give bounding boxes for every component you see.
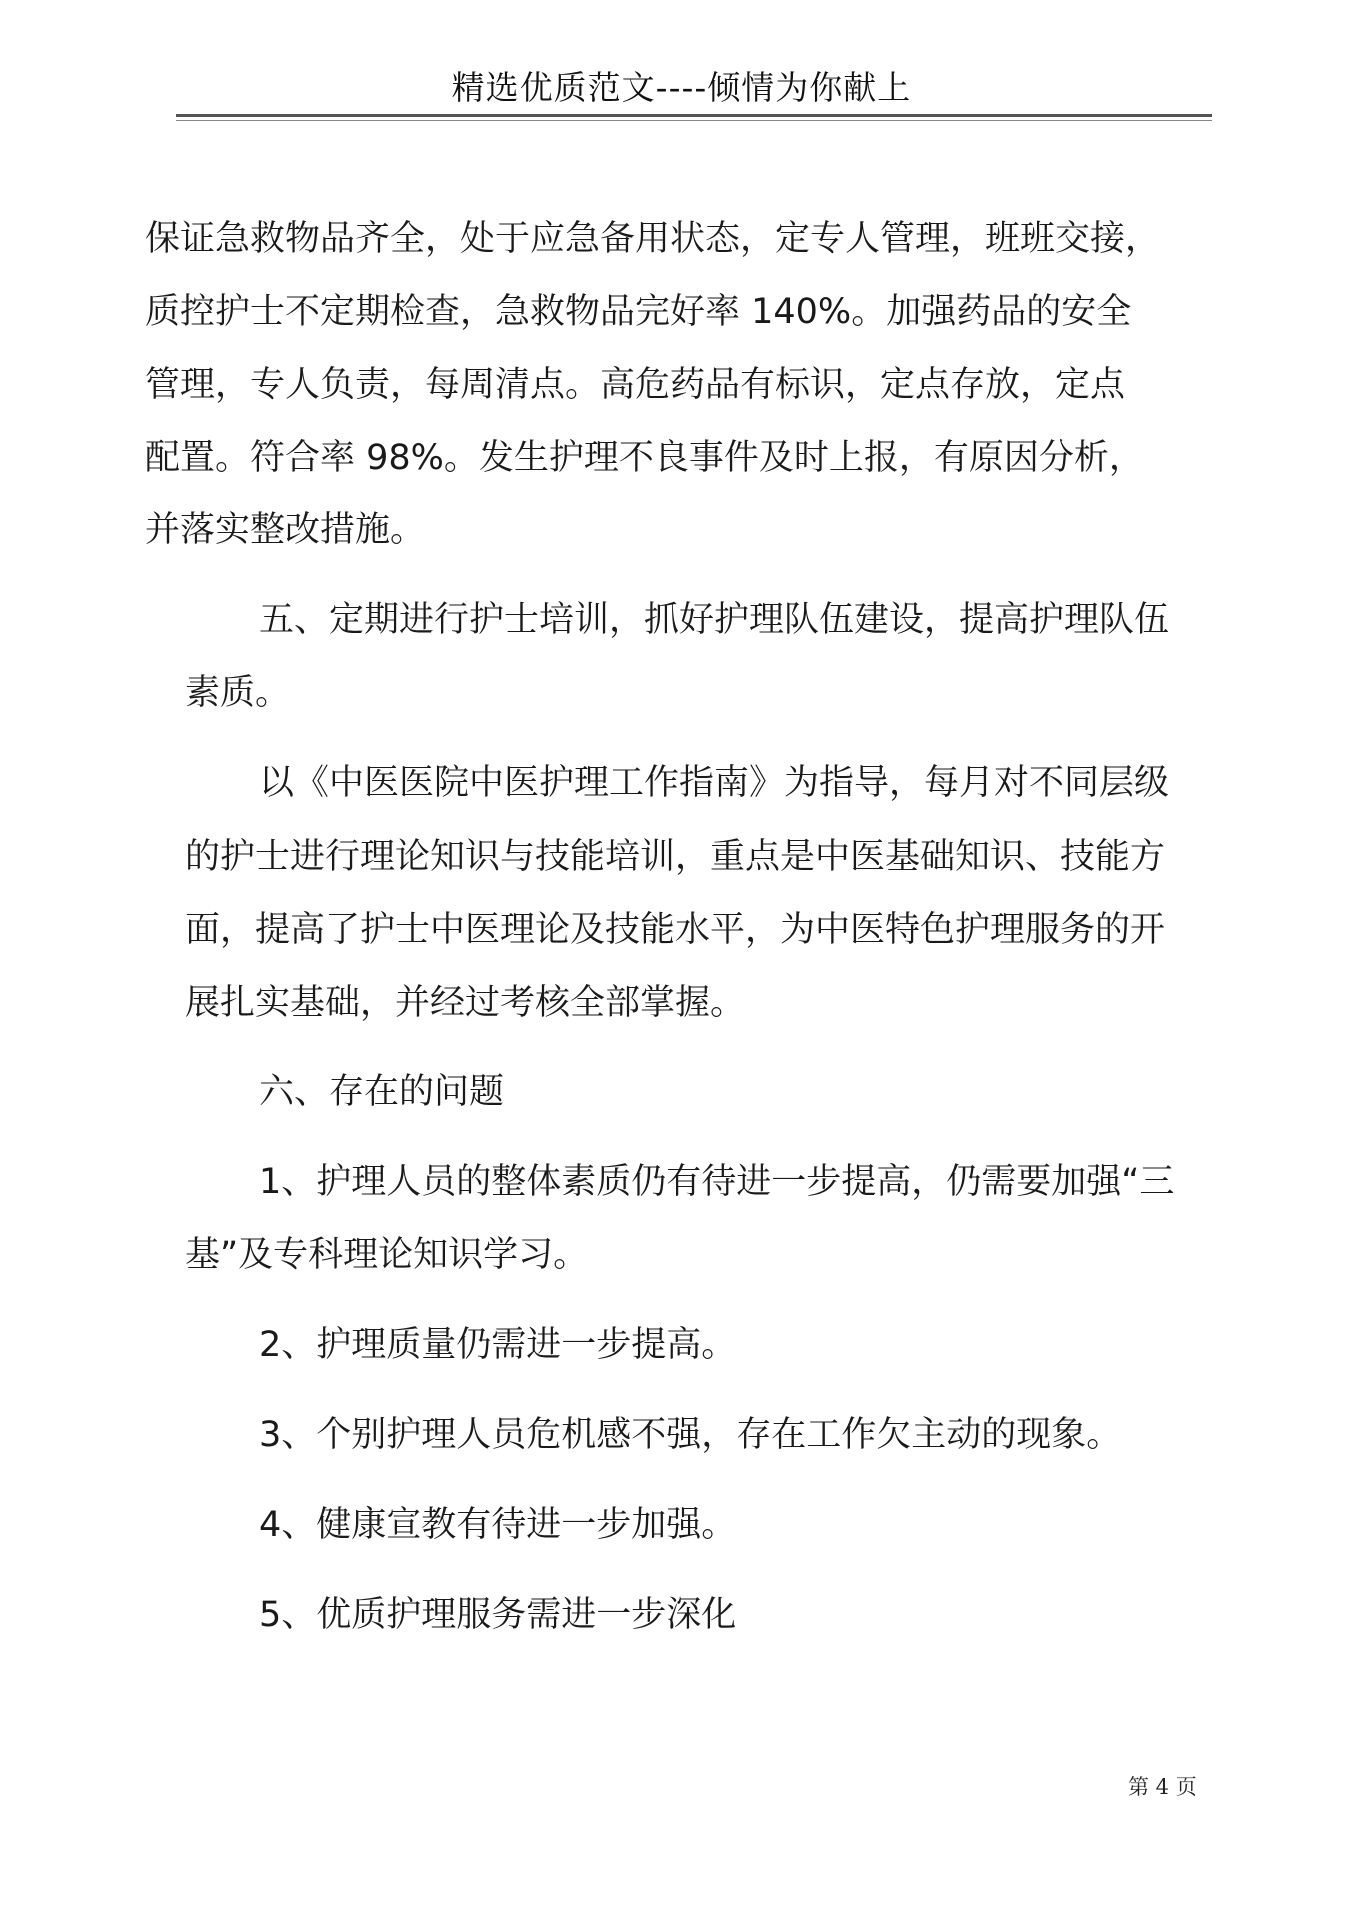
page-header-title: 精选优质范文----倾情为你献上: [451, 68, 912, 107]
body-line: 展扎实基础，并经过考核全部掌握。: [185, 983, 746, 1023]
list-item: 1、护理人员的整体素质仍有待进一步提高，仍需要加强“三: [259, 1162, 1175, 1202]
body-line: 面，提高了护士中医理论及技能水平，为中医特色护理服务的开: [185, 910, 1166, 950]
list-item: 3、个别护理人员危机感不强，存在工作欠主动的现象。: [259, 1415, 1122, 1455]
body-line: 素质。: [185, 673, 291, 713]
page-number: 第 4 页: [1128, 1775, 1197, 1799]
list-item: 2、护理质量仍需进一步提高。: [259, 1325, 737, 1365]
list-item: 4、健康宣教有待进一步加强。: [259, 1505, 737, 1545]
body-line: 并落实整改措施。: [145, 510, 426, 550]
body-line: 以《中医医院中医护理工作指南》为指导，每月对不同层级: [259, 763, 1170, 803]
body-line: 配置。符合率 98%。发生护理不良事件及时上报，有原因分析，: [145, 438, 1144, 478]
body-line: 的护士进行理论知识与技能培训，重点是中医基础知识、技能方: [185, 837, 1166, 877]
list-item: 5、优质护理服务需进一步深化: [259, 1595, 737, 1635]
section-heading: 五、定期进行护士培训，抓好护理队伍建设，提高护理队伍: [259, 600, 1170, 640]
body-line: 管理，专人负责，每周清点。高危药品有标识，定点存放，定点: [145, 365, 1126, 405]
header-divider: [176, 114, 1212, 117]
body-line: 质控护士不定期检查，急救物品完好率 140%。加强药品的安全: [145, 292, 1132, 332]
header-divider-thin: [176, 120, 1212, 121]
list-item-continuation: 基”及专科理论知识学习。: [185, 1235, 589, 1275]
body-line: 保证急救物品齐全，处于应急备用状态，定专人管理，班班交接，: [145, 219, 1161, 259]
section-heading: 六、存在的问题: [259, 1072, 505, 1112]
